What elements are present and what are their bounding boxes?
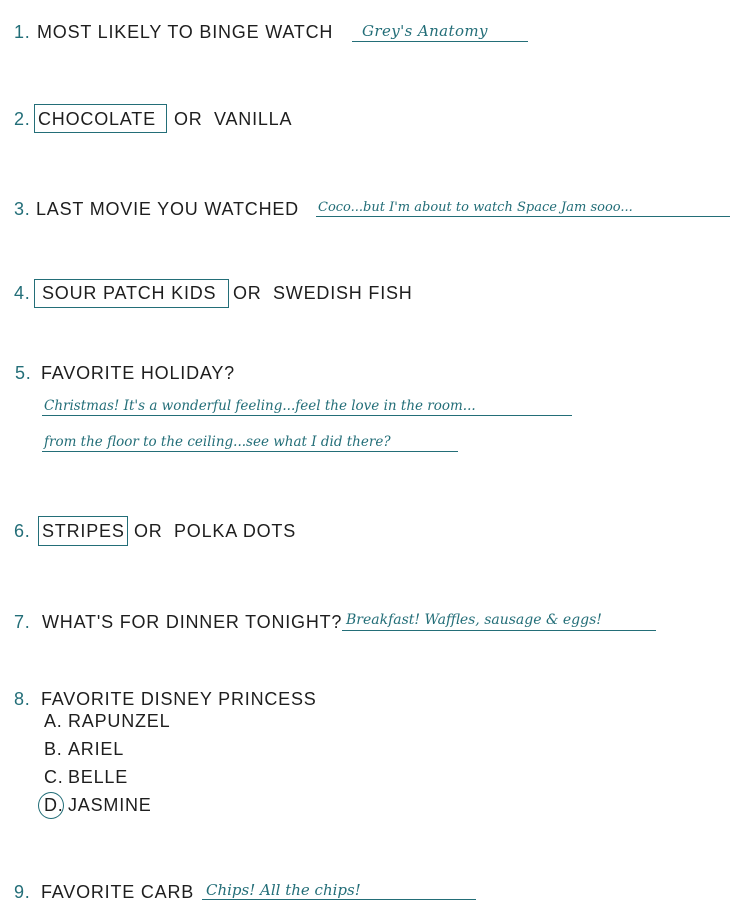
question-number: 3. xyxy=(14,199,31,219)
question-prompt: WHAT'S FOR DINNER TONIGHT? xyxy=(42,612,343,632)
selection-box xyxy=(34,104,167,133)
option-connector: OR xyxy=(233,283,262,303)
option-unselected: SWEDISH FISH xyxy=(273,283,413,303)
question-number: 9. xyxy=(14,882,31,902)
answer-underline xyxy=(316,216,730,217)
answer-underline xyxy=(352,41,528,42)
handwritten-answer: Coco...but I'm about to watch Space Jam sooo... xyxy=(318,200,633,215)
question-number: 7. xyxy=(14,612,31,632)
answer-underline xyxy=(42,451,458,452)
choice-name: RAPUNZEL xyxy=(68,711,171,731)
question-number: 8. xyxy=(14,689,31,709)
question-number: 4. xyxy=(14,283,31,303)
answer-underline xyxy=(202,899,476,900)
selection-box xyxy=(38,516,128,546)
choice-name: JASMINE xyxy=(68,795,152,815)
question-prompt: FAVORITE DISNEY PRINCESS xyxy=(41,689,317,709)
option-selected: CHOCOLATE xyxy=(38,109,156,129)
handwritten-answer: Chips! All the chips! xyxy=(206,881,361,899)
question-prompt: LAST MOVIE YOU WATCHED xyxy=(36,199,299,219)
handwritten-answer: Grey's Anatomy xyxy=(362,22,488,40)
question-number: 2. xyxy=(14,109,31,129)
selection-circle xyxy=(38,792,64,819)
question-prompt: MOST LIKELY TO BINGE WATCH xyxy=(37,22,334,42)
choice-name: BELLE xyxy=(68,767,129,787)
option-unselected: VANILLA xyxy=(214,109,293,129)
question-number: 1. xyxy=(14,22,31,42)
choice-letter: B. xyxy=(44,739,63,759)
handwritten-answer: from the floor to the ceiling...see what I did there? xyxy=(44,434,391,450)
option-selected: SOUR PATCH KIDS xyxy=(42,283,217,303)
choice-letter: C. xyxy=(44,767,64,787)
selection-box xyxy=(34,279,229,308)
option-selected: STRIPES xyxy=(42,521,125,541)
question-number: 5. xyxy=(15,363,32,383)
question-number: 6. xyxy=(14,521,31,541)
question-prompt: FAVORITE HOLIDAY? xyxy=(41,363,235,383)
answer-underline xyxy=(342,630,656,631)
choice-letter: D. xyxy=(44,795,64,815)
handwritten-answer: Breakfast! Waffles, sausage & eggs! xyxy=(346,612,602,628)
choice-letter: A. xyxy=(44,711,63,731)
handwritten-answer: Christmas! It's a wonderful feeling...feel the love in the room... xyxy=(44,398,476,414)
option-connector: OR xyxy=(174,109,203,129)
option-connector: OR xyxy=(134,521,163,541)
answer-underline xyxy=(42,415,572,416)
option-unselected: POLKA DOTS xyxy=(174,521,297,541)
choice-name: ARIEL xyxy=(68,739,125,759)
question-prompt: FAVORITE CARB xyxy=(41,882,195,902)
